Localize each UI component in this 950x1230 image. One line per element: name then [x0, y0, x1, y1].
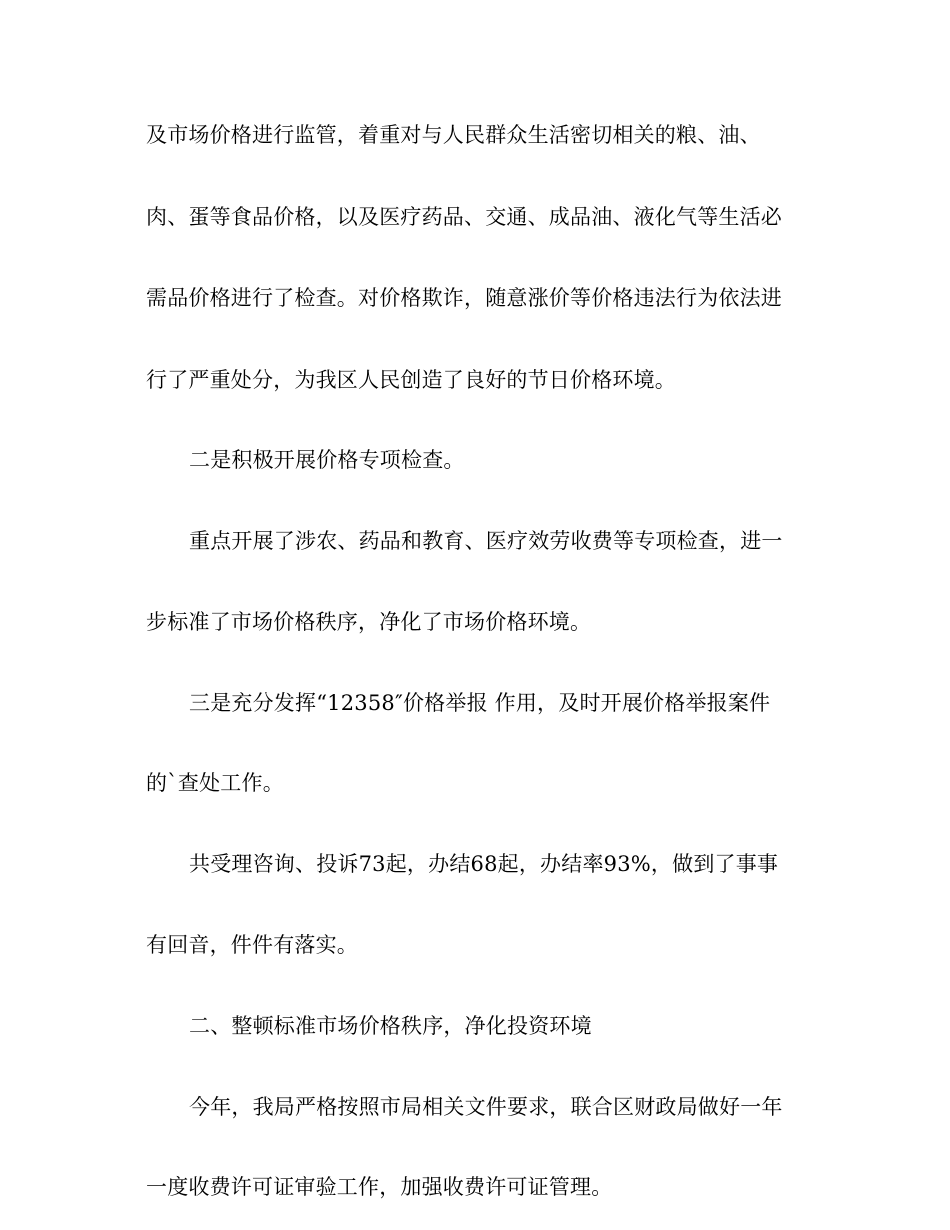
text-line: 一度收费许可证审验工作，加强收费许可证管理。 [146, 1175, 613, 1199]
text-line: 肉、蛋等食品价格，以及医疗药品、交通、成品油、液化气等生活必 [146, 205, 782, 229]
text-line: 行了严重处分，为我区人民创造了良好的节日价格环境。 [146, 368, 676, 392]
section-heading: 二、整顿标准市场价格秩序，净化投资环境 [189, 1014, 592, 1038]
text-line: 重点开展了涉农、药品和教育、医疗效劳收费等专项检查，进一 [189, 529, 783, 553]
text-line: 今年，我局严格按照市局相关文件要求，联合区财政局做好一年 [189, 1095, 783, 1119]
text-line: 及市场价格进行监管，着重对与人民群众生活密切相关的粮、油、 [146, 123, 761, 147]
text-line: 有回音，件件有落实。 [146, 933, 358, 957]
text-line: 需品价格进行了检查。对价格欺诈，随意涨价等价格违法行为依法进 [146, 286, 782, 310]
text-line: 步标准了市场价格秩序，净化了市场价格环境。 [146, 610, 592, 634]
text-line: 的`查处工作。 [146, 771, 284, 795]
text-line: 共受理咨询、投诉73起，办结68起，办结率93%，做到了事事 [189, 852, 779, 876]
paragraph-heading: 二是积极开展价格专项检查。 [189, 448, 465, 472]
paragraph-heading: 三是充分发挥“12358″价格举报 作用，及时开展价格举报案件 [189, 691, 771, 715]
